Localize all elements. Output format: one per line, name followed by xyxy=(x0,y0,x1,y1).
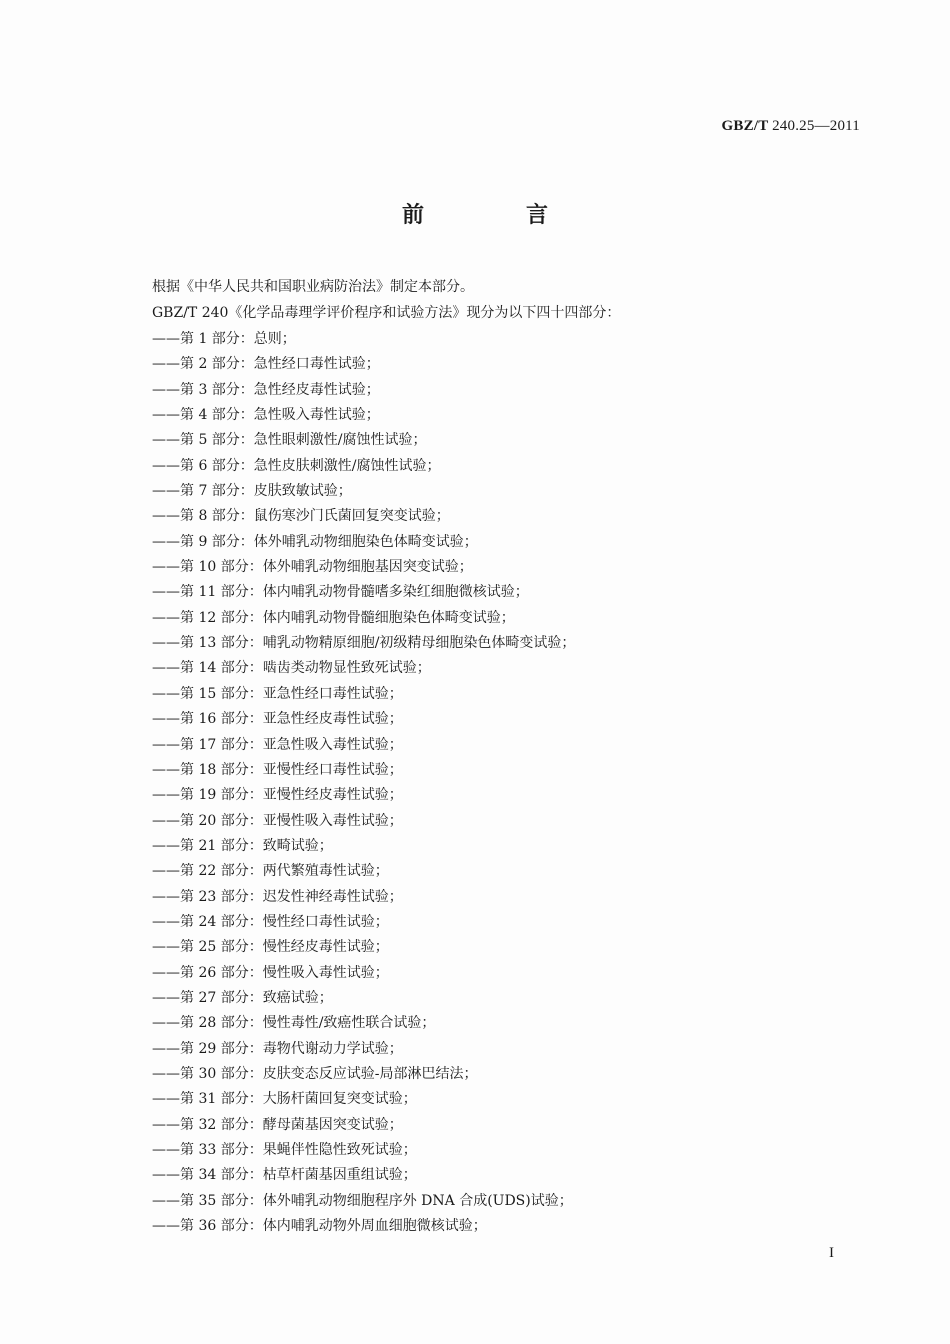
list-item: ——第 7 部分：皮肤致敏试验； xyxy=(152,483,352,500)
list-item: ——第 4 部分：急性吸入毒性试验； xyxy=(152,407,380,424)
list-item: ——第 1 部分：总则； xyxy=(152,331,296,347)
list-item: ——第 3 部分：急性经皮毒性试验； xyxy=(152,381,380,398)
list-item: ——第 18 部分：亚慢性经口毒性试验； xyxy=(152,761,403,778)
parts-list xyxy=(152,328,575,1240)
list-item: ——第 6 部分：急性皮肤刺激性/腐蚀性试验； xyxy=(152,457,441,474)
list-item: ——第 33 部分：果蝇伴性隐性致死试验； xyxy=(152,1142,417,1158)
list-item: ——第 27 部分：致癌试验； xyxy=(152,989,333,1006)
list-item: ——第 31 部分：大肠杆菌回复突变试验； xyxy=(152,1091,417,1108)
list-item: ——第 23 部分：迟发性神经毒性试验； xyxy=(152,888,403,905)
list-item: ——第 29 部分：毒物代谢动力学试验； xyxy=(152,1040,403,1057)
list-item: ——第 15 部分：亚急性经口毒性试验； xyxy=(152,685,403,702)
list-item: ——第 30 部分：皮肤变态反应试验-局部淋巴结法； xyxy=(152,1065,478,1082)
intro-paragraph-2: GBZ/T 240《化学品毒理学评价程序和试验方法》现分为以下四十四部分： xyxy=(152,305,621,321)
list-item: ——第 22 部分：两代繁殖毒性试验； xyxy=(152,863,389,880)
list-item: ——第 25 部分：慢性经皮毒性试验； xyxy=(152,939,389,956)
list-item: ——第 11 部分：体内哺乳动物骨髓嗜多染红细胞微核试验； xyxy=(152,584,529,601)
list-item: ——第 13 部分：哺乳动物精原细胞/初级精母细胞染色体畸变试验； xyxy=(152,635,576,652)
list-item: ——第 20 部分：亚慢性吸入毒性试验； xyxy=(152,812,403,829)
list-item: ——第 32 部分：酵母菌基因突变试验； xyxy=(152,1116,403,1133)
list-item: ——第 35 部分：体外哺乳动物细胞程序外 DNA 合成(UDS)试验； xyxy=(152,1192,573,1209)
list-item: ——第 36 部分：体内哺乳动物外周血细胞微核试验； xyxy=(152,1218,487,1235)
list-item: ——第 34 部分：枯草杆菌基因重组试验； xyxy=(152,1167,417,1184)
list-item: ——第 26 部分：慢性吸入毒性试验； xyxy=(152,964,389,981)
standard-prefix: GBZ/T xyxy=(721,118,769,134)
standard-number: 240.25—2011 xyxy=(772,118,860,134)
intro-paragraph-1: 根据《中华人民共和国职业病防治法》制定本部分。 xyxy=(152,279,474,295)
list-item: ——第 9 部分：体外哺乳动物细胞染色体畸变试验； xyxy=(152,533,478,550)
list-item: ——第 16 部分：亚急性经皮毒性试验； xyxy=(152,711,403,728)
list-item: ——第 5 部分：急性眼刺激性/腐蚀性试验； xyxy=(152,432,427,449)
list-item: ——第 14 部分：啮齿类动物显性致死试验； xyxy=(152,660,431,677)
list-item: ——第 2 部分：急性经口毒性试验； xyxy=(152,356,380,373)
list-item: ——第 10 部分：体外哺乳动物细胞基因突变试验； xyxy=(152,559,473,576)
standard-code xyxy=(722,118,860,135)
list-item: ——第 17 部分：亚急性吸入毒性试验； xyxy=(152,736,403,753)
list-item: ——第 28 部分：慢性毒性/致癌性联合试验； xyxy=(152,1015,436,1032)
list-item: ——第 21 部分：致畸试验； xyxy=(152,837,333,854)
list-item: ——第 12 部分：体内哺乳动物骨髓细胞染色体畸变试验； xyxy=(152,609,515,626)
list-item: ——第 19 部分：亚慢性经皮毒性试验； xyxy=(152,787,403,804)
page-title: 前 言 xyxy=(401,202,588,228)
list-item: ——第 8 部分：鼠伤寒沙门氏菌回复突变试验； xyxy=(152,508,450,525)
page-number: I xyxy=(829,1245,834,1261)
list-item: ——第 24 部分：慢性经口毒性试验； xyxy=(152,913,389,930)
